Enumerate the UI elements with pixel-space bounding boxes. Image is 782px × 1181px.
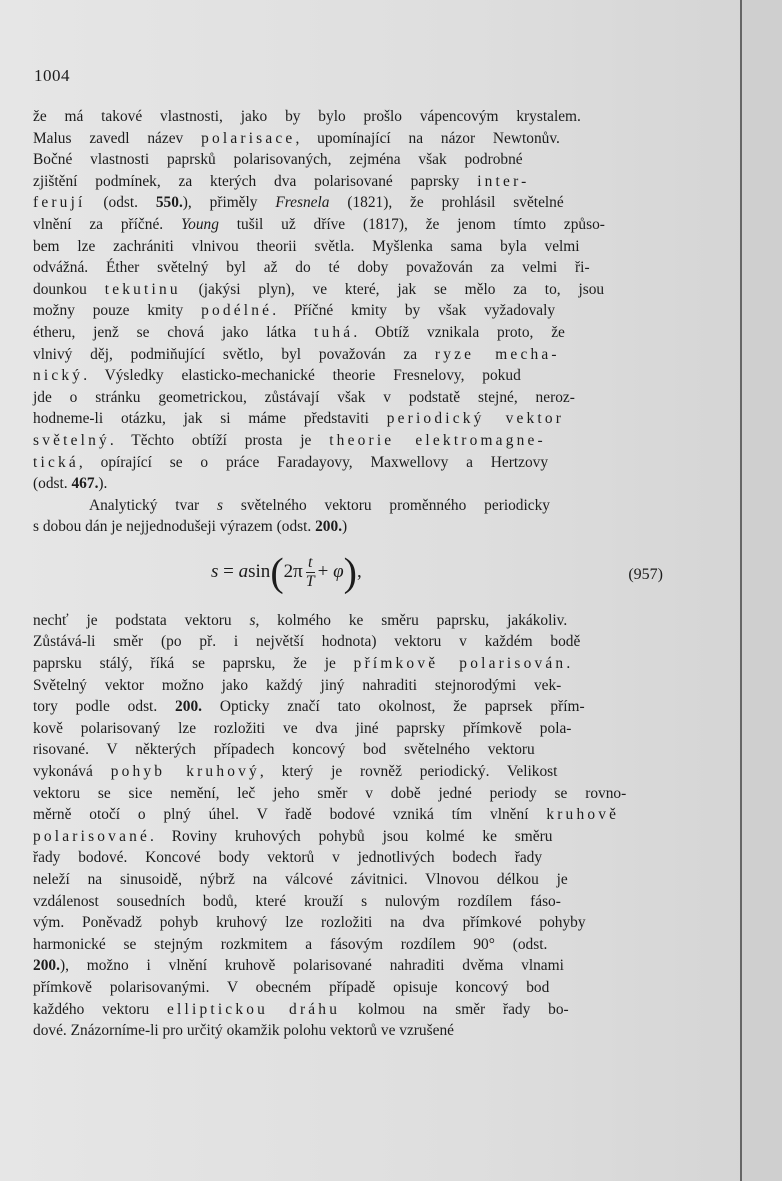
text-line: vlnění za příčné. Young tušil už dříve (1817), že jenom tímto způso- <box>33 215 605 233</box>
person-name: Young <box>180 215 219 233</box>
text-line: nechť je podstata vektoru s, kolmého ke směru paprsku, jakákoliv. <box>33 611 568 629</box>
text-line: s dobou dán je nejjednodušeji výrazem (odst. 200.) <box>33 518 348 536</box>
section-ref: 467. <box>71 475 99 493</box>
section-ref: 200. <box>33 957 60 975</box>
left-paren: ( <box>270 549 284 595</box>
spaced-term: tekutinu <box>104 280 181 298</box>
spaced-term: přímkově polarisován <box>353 655 567 673</box>
spaced-term: ferují <box>33 194 86 212</box>
text-line: nický. Výsledky elasticko-mechanické theorie Fresnelovy, pokud <box>33 367 521 385</box>
spaced-term: theorie elektromagne- <box>329 431 546 449</box>
spaced-term: polarisované <box>33 827 151 845</box>
text-line: řady bodové. Koncové body vektorů v jednotlivých bodech řady <box>33 849 543 867</box>
text-line: (odst. 467.). <box>33 475 108 493</box>
text-line: Světelný vektor možno jako každý jiný nahraditi stejnorodými vek- <box>33 676 562 694</box>
body-text <box>33 106 667 1042</box>
fraction: $\frac{t}{T}$ <box>305 553 315 590</box>
equation-block <box>33 544 667 606</box>
spaced-term: ryze mecha- <box>434 345 560 363</box>
spaced-term: periodický vektor <box>386 410 565 428</box>
text-line: měrně otočí o plný úhel. V řadě bodové vzniká tím vlnění kruhově <box>33 806 620 824</box>
text-line: jde o stránku geometrickou, zůstávají však v podstatě stejné, neroz- <box>33 388 575 406</box>
text-line: Zůstává-li směr (po př. i největší hodnota) vektoru v každém bodě <box>33 633 581 651</box>
spaced-term: inter- <box>477 172 530 190</box>
text-line: 200.), možno i vlnění kruhově polarisované nahraditi dvěma vlnami <box>33 957 564 975</box>
right-paren: ) <box>343 549 357 595</box>
text-line: vektoru se sice nemění, leč jeho směr v době jedné periody se rovno- <box>33 784 627 802</box>
page-number: 1004 <box>34 66 70 85</box>
text-line: paprsku stálý, říká se paprsku, že je přímkově polarisován. <box>33 655 571 673</box>
text-line: že má takové vlastnosti, jako by bylo prošlo vápencovým krystalem. <box>33 108 581 125</box>
text-line: bem lze zachrániti vlnivou theorii světla. Myšlenka sama byla velmi <box>33 237 580 255</box>
text-line: neleží na sinusoidě, nýbrž na válcové závitnici. Vlnovou délkou je <box>33 871 568 888</box>
text-line: polarisované. Roviny kruhových pohybů jsou kolmé ke směru <box>33 827 553 845</box>
math-symbol: s <box>217 496 224 514</box>
spaced-term: nický <box>33 367 84 385</box>
math-symbol: s <box>249 611 256 629</box>
spaced-term: světelný <box>33 431 110 449</box>
spaced-term: tická <box>33 453 79 471</box>
text-line: odvážná. Éther světelný byl až do té doby považován za velmi ři- <box>33 259 590 277</box>
text-line: Bočné vlastnosti paprsků polarisovaných, zejména však podrobné <box>33 151 523 169</box>
spaced-term: podélné <box>201 302 273 320</box>
text-line: tická, opírající se o práce Faradayovy, Maxwellovy a Hertzovy <box>33 453 549 471</box>
text-line: dounkou tekutinu (jakýsi plyn), ve které, jak se mělo za to, jsou <box>33 280 605 298</box>
text-line: Malus zavedl název polarisace, upomínající na názor Newtonův. <box>33 129 560 147</box>
equation-number: (957) <box>628 565 663 583</box>
section-ref: 550. <box>155 194 183 212</box>
text-line: dové. Znázorníme-li pro určitý okamžik polohu vektorů ve vzrušené <box>33 1022 454 1040</box>
section-ref: 200. <box>315 518 343 536</box>
equation: s = asin(2π $\frac{t}{T}$ + φ), <box>211 549 362 595</box>
spaced-term: pohyb kruhový <box>110 763 260 781</box>
text-line: harmonické se stejným rozkmitem a fásovým rozdílem 90° (odst. <box>33 935 548 953</box>
text-line: kově polarisovaný lze rozložiti ve dva jiné paprsky přímkově pola- <box>33 719 572 737</box>
person-name: Fresnela <box>275 194 330 212</box>
text-line: tory podle odst. 200. Opticky značí tato okolnost, že paprsek přím- <box>33 698 585 716</box>
spaced-term: kruhově <box>546 806 620 824</box>
section-ref: 200. <box>175 698 202 716</box>
text-line: každého vektoru elliptickou dráhu kolmou na směr řady bo- <box>33 1000 569 1018</box>
text-line: světelný. Těchto obtíží prosta je theorie elektromagne- <box>33 431 546 449</box>
text-line: přímkově polarisovanými. V obecném případě opisuje koncový bod <box>33 978 550 996</box>
text-line: étheru, jenž se chová jako látka tuhá. Obtíž vznikala proto, že <box>33 323 565 341</box>
text-line: vlnivý děj, podmiňující světlo, byl považován za ryze mecha- <box>33 345 560 363</box>
text-line: risované. V některých případech koncový bod světelného vektoru <box>33 741 535 759</box>
text-line: vzdálenost sousedních bodů, které krouží s nulovým rozdílem fáso- <box>33 892 561 910</box>
spaced-term: elliptickou dráhu <box>166 1000 341 1018</box>
spaced-term: tuhá <box>314 323 354 341</box>
text-line: hodneme-li otázku, jak si máme představiti periodický vektor <box>33 410 565 428</box>
text-line: možny pouze kmity podélné. Příčné kmity by však vyžadovaly <box>33 302 556 320</box>
text-line: zjištění podmínek, za kterých dva polarisované paprsky inter- <box>33 172 530 190</box>
adjacent-page-edge <box>740 0 782 1181</box>
spaced-term: polarisace <box>201 129 296 147</box>
text-line: vykonává pohyb kruhový, který je rovněž periodický. Velikost <box>33 763 558 781</box>
text-line: ferují (odst. 550.), přiměly Fresnela (1821), že prohlásil světelné <box>33 194 564 212</box>
text-line: vým. Poněvadž pohyb kruhový lze rozložiti na dva přímkové pohyby <box>33 914 586 932</box>
text-line: Analytický tvar s světelného vektoru proměnného periodicky <box>89 496 550 514</box>
